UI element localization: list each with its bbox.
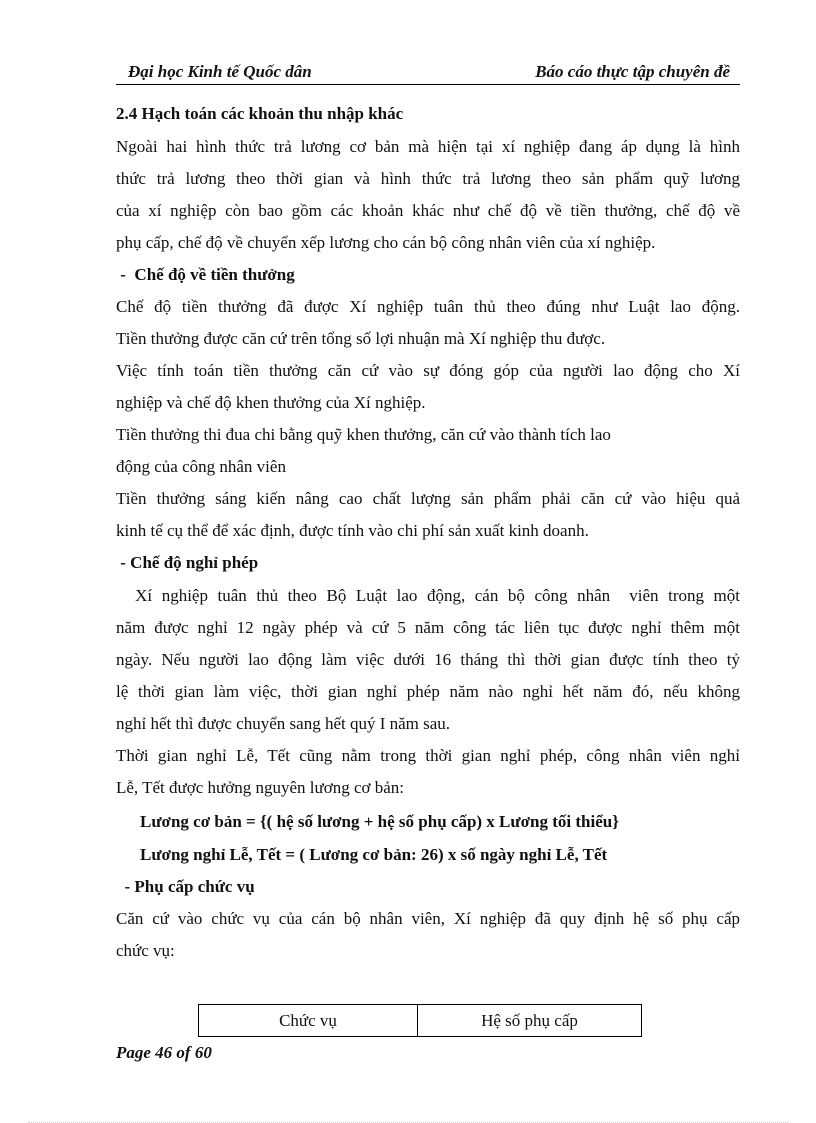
section-title: 2.4 Hạch toán các khoản thu nhập khác bbox=[116, 104, 404, 123]
table-header-coefficient: Hệ số phụ cấp bbox=[418, 1005, 642, 1037]
page-number: Page 46 of 60 bbox=[116, 1043, 212, 1062]
paragraph-line: Ngoài hai hình thức trả lương cơ bản mà hiện tại xí nghiệp đang áp dụng là hình bbox=[116, 137, 740, 156]
paragraph-line: năm được nghỉ 12 ngày phép và cứ 5 năm công tác liên tục được nghỉ thêm một bbox=[116, 618, 740, 637]
formula-holiday-salary: Lương nghỉ Lễ, Tết = ( Lương cơ bản: 26) x số ngày nghỉ Lễ, Tết bbox=[140, 845, 608, 864]
page-header bbox=[116, 58, 740, 85]
subheading-bonus: - Chế độ về tiền thưởng bbox=[116, 265, 295, 284]
table-header-position: Chức vụ bbox=[199, 1005, 418, 1037]
paragraph-line: Chế độ tiền thưởng đã được Xí nghiệp tuân thủ theo đúng như Luật lao động. bbox=[116, 297, 740, 316]
paragraph-line: Xí nghiệp tuân thủ theo Bộ Luật lao động, cán bộ công nhân viên trong một bbox=[116, 586, 740, 605]
paragraph-line: thức trả lương theo thời gian và hình thức trả lương theo sản phẩm quỹ lương bbox=[116, 169, 740, 188]
allowance-table bbox=[198, 1004, 642, 1037]
paragraph-line: Việc tính toán tiền thưởng căn cứ vào sự đóng góp của người lao động cho Xí bbox=[116, 361, 740, 380]
subheading-allowance: - Phụ cấp chức vụ bbox=[116, 877, 255, 896]
paragraph-line: chức vụ: bbox=[116, 941, 175, 960]
paragraph-line: kinh tế cụ thể để xác định, được tính vào chi phí sản xuất kinh doanh. bbox=[116, 521, 589, 540]
paragraph-line: nghiệp và chế độ khen thưởng của Xí nghiệp. bbox=[116, 393, 426, 412]
header-university: Đại học Kinh tế Quốc dân bbox=[128, 62, 312, 81]
paragraph-line: Tiền thưởng được căn cứ trên tổng số lợi nhuận mà Xí nghiệp thu được. bbox=[116, 329, 606, 348]
paragraph-line: của xí nghiệp còn bao gồm các khoản khác như chế độ về tiền thưởng, chế độ về bbox=[116, 201, 740, 220]
paragraph-line: Thời gian nghỉ Lễ, Tết cũng nằm trong thời gian nghỉ phép, công nhân viên nghỉ bbox=[116, 746, 740, 765]
paragraph-line: phụ cấp, chế độ về chuyển xếp lương cho cán bộ công nhân viên của xí nghiệp. bbox=[116, 233, 656, 252]
table-header-row bbox=[199, 1005, 642, 1037]
paragraph-line: Tiền thưởng thi đua chi bằng quỹ khen thưởng, căn cứ vào thành tích lao bbox=[116, 425, 611, 444]
paragraph-line: Lễ, Tết được hưởng nguyên lương cơ bản: bbox=[116, 778, 405, 797]
subheading-leave: - Chế độ nghỉ phép bbox=[116, 553, 259, 572]
paragraph-line: ngày. Nếu người lao động làm việc dưới 16 tháng thì thời gian được tính theo tỷ bbox=[116, 650, 740, 669]
header-report-title: Báo cáo thực tập chuyên đề bbox=[535, 62, 730, 81]
paragraph-line: Căn cứ vào chức vụ của cán bộ nhân viên, Xí nghiệp đã quy định hệ số phụ cấp bbox=[116, 909, 740, 928]
paragraph-line: nghỉ hết thì được chuyển sang hết quý I năm sau. bbox=[116, 714, 451, 733]
formula-basic-salary: Lương cơ bản = {( hệ số lương + hệ số phụ cấp) x Lương tối thiểu} bbox=[140, 812, 619, 831]
paragraph-line: Tiền thưởng sáng kiến nâng cao chất lượng sản phẩm phải căn cứ vào hiệu quả bbox=[116, 489, 740, 508]
paragraph-line: động của công nhân viên bbox=[116, 457, 286, 476]
paragraph-line: lệ thời gian làm việc, thời gian nghỉ phép năm nào nghỉ hết năm đó, nếu không bbox=[116, 682, 740, 701]
